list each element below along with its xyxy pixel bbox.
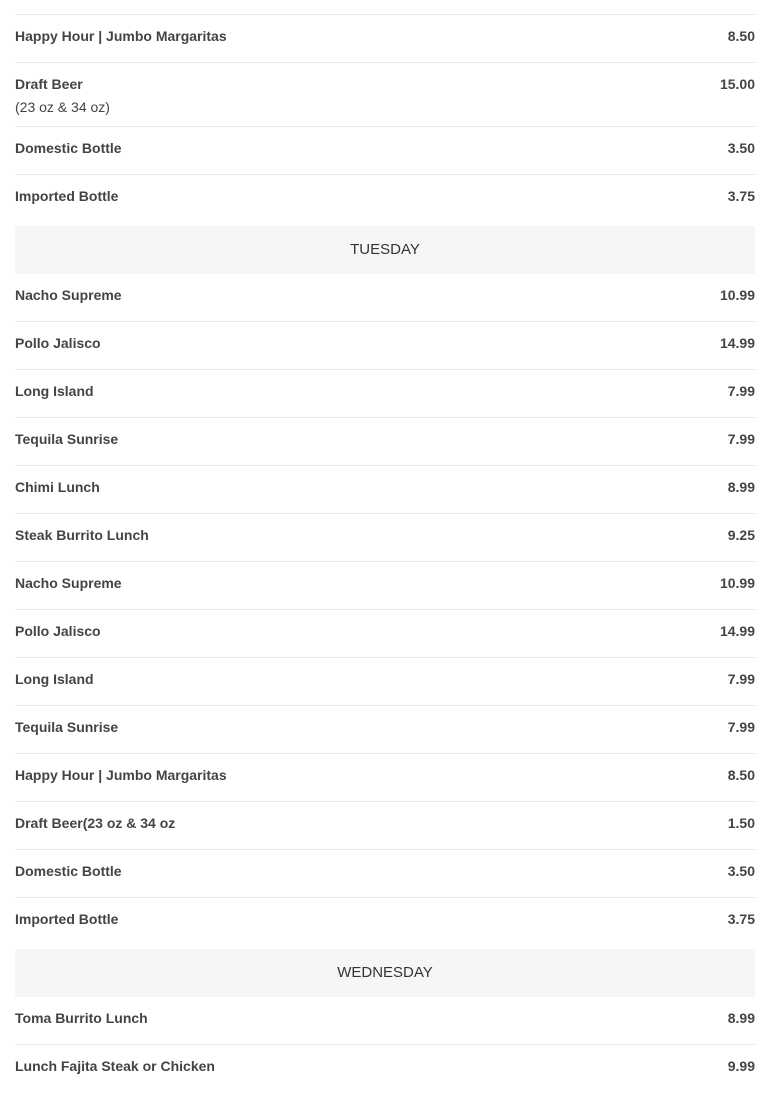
menu-item bbox=[15, 127, 755, 175]
item-price: 9.99 bbox=[727, 1058, 755, 1074]
item-name: Pollo Jalisco bbox=[15, 623, 101, 639]
item-price: 3.50 bbox=[727, 863, 755, 879]
item-price: 3.75 bbox=[727, 911, 755, 927]
item-price: 8.50 bbox=[727, 28, 755, 44]
item-name: Tequila Sunrise bbox=[15, 719, 119, 735]
menu-item bbox=[15, 658, 755, 706]
item-price: 10.99 bbox=[719, 575, 755, 591]
item-name: Tequila Sunrise bbox=[15, 431, 119, 447]
menu-item bbox=[15, 898, 755, 949]
menu-item bbox=[15, 562, 755, 610]
item-price: 3.75 bbox=[727, 188, 755, 204]
menu-item bbox=[15, 418, 755, 466]
menu-item bbox=[15, 802, 755, 850]
item-price: 14.99 bbox=[719, 623, 755, 639]
item-price: 8.99 bbox=[727, 479, 755, 495]
menu-item bbox=[15, 997, 755, 1045]
day-header-tuesday: TUESDAY bbox=[15, 226, 755, 274]
menu-item bbox=[15, 754, 755, 802]
item-price: 8.99 bbox=[727, 1010, 755, 1026]
menu-item bbox=[15, 15, 755, 63]
item-name: Lunch Fajita Steak or Chicken bbox=[15, 1058, 215, 1074]
item-name: Draft Beer(23 oz & 34 oz bbox=[15, 815, 176, 831]
item-name: Nacho Supreme bbox=[15, 287, 122, 303]
item-name: Toma Burrito Lunch bbox=[15, 1010, 148, 1026]
item-name: Long Island bbox=[15, 383, 94, 399]
item-name: Draft Beer bbox=[15, 76, 83, 92]
menu-item bbox=[15, 370, 755, 418]
item-name: Chimi Lunch bbox=[15, 479, 100, 495]
top-divider bbox=[15, 0, 755, 15]
menu-item bbox=[15, 466, 755, 514]
item-name: Domestic Bottle bbox=[15, 140, 122, 156]
item-name: Pollo Jalisco bbox=[15, 335, 101, 351]
menu-item bbox=[15, 1045, 755, 1093]
menu-item bbox=[15, 274, 755, 322]
item-price: 7.99 bbox=[727, 383, 755, 399]
menu-item bbox=[15, 610, 755, 658]
item-note: (23 oz & 34 oz) bbox=[15, 99, 110, 115]
day-header-wednesday: WEDNESDAY bbox=[15, 949, 755, 997]
item-price: 15.00 bbox=[719, 76, 755, 92]
item-name: Imported Bottle bbox=[15, 188, 119, 204]
menu-item bbox=[15, 706, 755, 754]
menu-list bbox=[15, 0, 755, 1093]
item-price: 3.50 bbox=[727, 140, 755, 156]
item-name: Domestic Bottle bbox=[15, 863, 122, 879]
item-name: Long Island bbox=[15, 671, 94, 687]
menu-item bbox=[15, 514, 755, 562]
item-price: 9.25 bbox=[727, 527, 755, 543]
menu-item bbox=[15, 322, 755, 370]
item-price: 7.99 bbox=[727, 671, 755, 687]
item-price: 7.99 bbox=[727, 431, 755, 447]
item-price: 14.99 bbox=[719, 335, 755, 351]
item-name: Nacho Supreme bbox=[15, 575, 122, 591]
item-name: Imported Bottle bbox=[15, 911, 119, 927]
item-name: Steak Burrito Lunch bbox=[15, 527, 149, 543]
item-price: 1.50 bbox=[727, 815, 755, 831]
menu-item bbox=[15, 175, 755, 226]
item-name: Happy Hour | Jumbo Margaritas bbox=[15, 767, 227, 783]
menu-item bbox=[15, 63, 755, 127]
item-price: 7.99 bbox=[727, 719, 755, 735]
item-name: Happy Hour | Jumbo Margaritas bbox=[15, 28, 227, 44]
item-price: 10.99 bbox=[719, 287, 755, 303]
menu-item bbox=[15, 850, 755, 898]
item-price: 8.50 bbox=[727, 767, 755, 783]
